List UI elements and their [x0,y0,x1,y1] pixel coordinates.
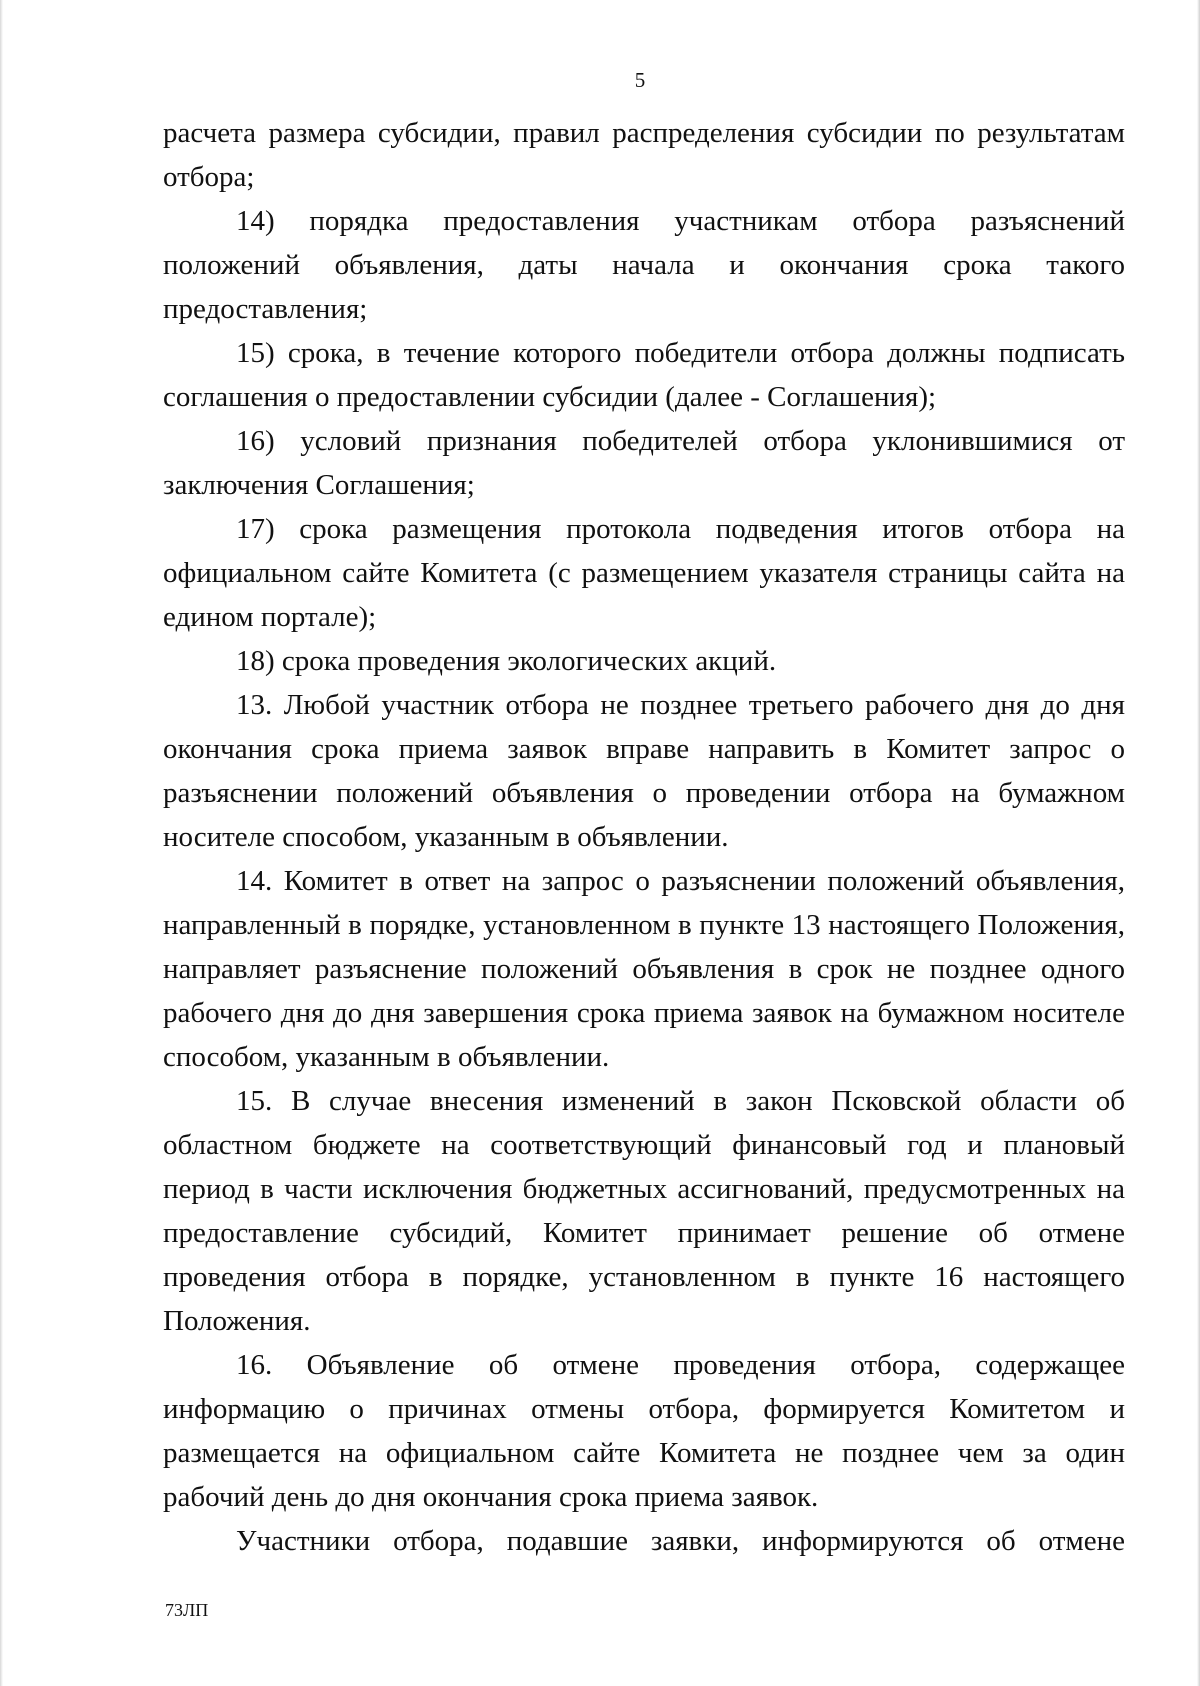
paragraph-clause-13: 13. Любой участник отбора не позднее третьего рабочего дня до дня окончания срока приема заявок вправе направить в Комитет запрос о разъяснении положений объявления о проведении отбора на бумажном носителе способом, указанным в объявлении. [163,689,1125,853]
paragraph-item-15: 15) срока, в течение которого победители отбора должны подписать соглашения о предоставлении субсидии (далее - Соглашения); [163,337,1125,413]
paragraph-item-16: 16) условий признания победителей отбора уклонившимися от заключения Соглашения; [163,425,1125,501]
paragraph-calculation: расчета размера субсидии, правил распределения субсидии по результатам отбора; [163,117,1125,193]
paragraph-item-14: 14) порядка предоставления участникам отбора разъяснений положений объявления, даты начала и окончания срока такого предоставления; [163,205,1125,325]
document-code: 73ЛП [165,1600,209,1620]
paragraph-clause-15: 15. В случае внесения изменений в закон Псковской области об областном бюджете на соответствующий финансовый год и плановый период в части исключения бюджетных ассигнований, предусмотренных на предоставление субсидий, Комитет принимает решение об отмене проведения отбора в порядке, установленном в пункте 16 настоящего Положения. [163,1085,1125,1337]
paragraph-item-18: 18) срока проведения экологических акций. [236,645,777,677]
paragraph-clause-16: 16. Объявление об отмене проведения отбора, содержащее информацию о причинах отмены отбора, формируется Комитетом и размещается на официальном сайте Комитета не позднее чем за один рабочий день до дня окончания срока приема заявок. [163,1349,1125,1513]
paragraph-participants-notice: Участники отбора, подавшие заявки, информируются об отмене [236,1525,1125,1557]
page-number: 5 [634,68,646,92]
scan-edge-left [0,0,3,1686]
paragraph-item-17: 17) срока размещения протокола подведения итогов отбора на официальном сайте Комитета (с размещением указателя страницы сайта на едином портале); [163,513,1125,633]
document-body [163,111,1125,1563]
paragraph-clause-14: 14. Комитет в ответ на запрос о разъяснении положений объявления, направленный в порядке, установленном в пункте 13 настоящего Положения, направляет разъяснение положений объявления в срок не позднее одного рабочего дня до дня завершения срока приема заявок на бумажном носителе способом, указанным в объявлении. [163,865,1125,1073]
